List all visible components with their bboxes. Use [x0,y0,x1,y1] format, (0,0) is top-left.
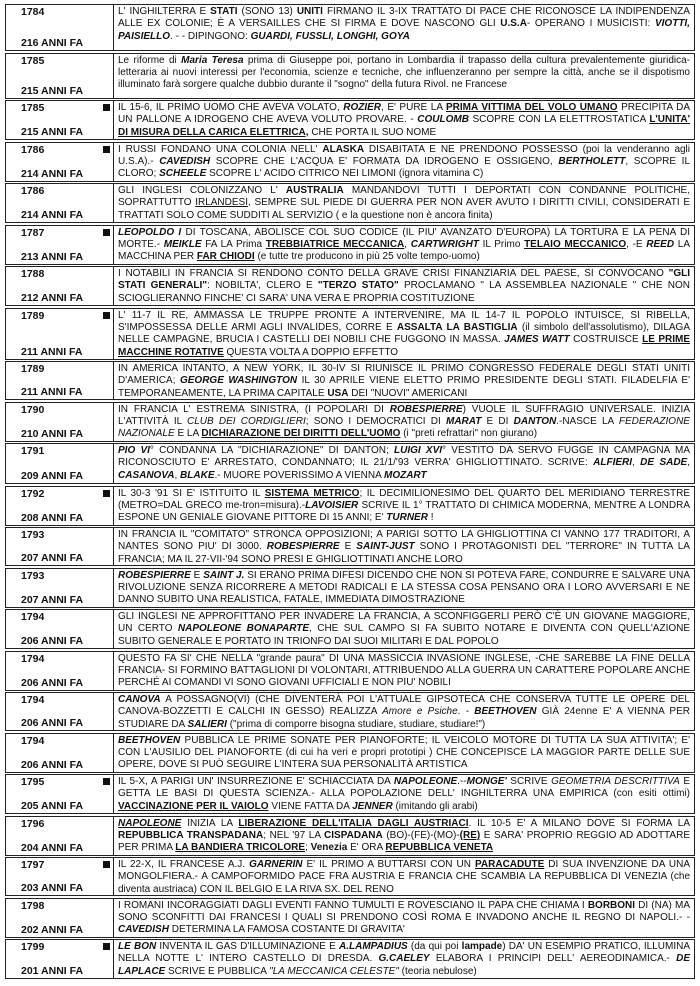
square-bullet-icon [103,312,110,319]
text-segment: , [687,457,691,469]
text-segment: E' IL PRIMO A BUTTARSI CON UN [302,859,475,870]
text-segment: SCRIVE [506,776,552,787]
text-segment: LIBERAZIONE DELL'ITALIA DAGLI AUSTRIACI [238,817,469,829]
event-text [114,362,694,399]
text-segment: IN FRANCIA IL "COMITATO" STRONCA OPPOSIZIONI; A PARIGI SOTTO LA GHIGLIOTTINA CI VANNO 177 TRADITORI, A NANTES SONO PIU' DI 3000. [118,529,690,553]
text-segment: IL 22-X, IL FRANCESE A.J. [118,859,250,870]
date-cell [6,403,114,441]
date-cell [6,652,114,690]
year-label: 1794 [21,611,45,623]
text-segment: ) VUOLE IL SUFFRAGIO UNIVERSALE. INIZIA L'ATTIVITÀ IL [118,403,690,427]
event-text [114,734,694,772]
text-segment: ° VESTITO DA SERVO FUGGE IN CAMPAGNA MA RICONOSCIUTO E' ARRESTATO, CONDANNATO; IL 21/1/'93 VERRA' GHIGLIOTTINATO. SCRIVE: [118,445,690,469]
text-segment: BLAKE [180,469,215,481]
text-segment: ) DA' UN ESEMPIO PRATICO, ILLUMINA NELLA NOTTE L' INTERO CASTELLO DI DRESDA. [118,941,690,965]
date-cell [6,267,114,305]
text-segment: STATI [210,6,238,17]
text-segment: REPUBBLICA TRANSPADANA [118,829,264,841]
text-segment: ALASKA [322,143,365,155]
text-segment: "TERZO STATO" [317,280,399,292]
timeline-row [5,53,695,99]
text-segment: E LA [174,428,202,440]
text-segment: BERTHOLETT [558,155,626,167]
text-segment: REPUBBLICA VENETA [385,842,494,854]
year-label: 1795 [21,776,45,788]
event-text [114,444,694,483]
text-segment: DE SADE [640,457,688,469]
text-segment: ; [305,842,311,854]
event-text [114,101,694,139]
text-segment: LE PRIME MACCHINE ROTATIVE [118,334,690,358]
text-segment: prima di Giuseppe poi, portano in Lombardia il trapasso della cultura prevalentemente giuridica-letteraria ai nuovi interessi per l'economia, scienze e tecniche, che influenzeranno per sempre la città, anche se il dispotismo illuminato farà sorgere qualche dubbio durante il "sogno" della futura Rivol. ne Francese [118,54,691,91]
date-cell [6,858,114,895]
text-segment: . - [457,706,475,718]
text-segment: SONO I PROTAGONISTI DEL "TERRORE" IN TUTTA LA FRANCIA; MA IL 27-VII-'94 SONO PRESI E GHIGLIOTTINATI ANCHE LORO [118,541,690,565]
text-segment: SCOPRE CHE L'ACQUA E' FORMATA DA IDROGENO E OSSIGENO, [210,155,559,167]
date-cell [6,444,114,483]
text-segment: U.S.A [500,18,527,30]
timeline-row [5,183,695,223]
year-label: 1784 [21,6,45,18]
text-segment: CAVEDISH [159,155,211,167]
text-segment: L' 11-7 IL RE, AMMASSA LE TRUPPE PRONTE A INTERVENIRE, MA IL 14-7 IL POPOLO INTUISCE, SI RIBELLA, S'IMPOSSESSA DELLE ARMI AGLI INVALIDES, CORRE E [118,309,690,333]
text-segment: USA [327,387,349,399]
square-bullet-icon [103,146,110,153]
text-segment: SAINT-JUST [356,541,415,553]
text-segment: LAVOISIER [305,499,359,511]
text-segment: ("prima di comporre bisogna studiare, studiare, studiare!") [226,718,486,730]
text-segment: L'UNITA' DI MISURA DELLA CARICA ELETTRICA, [118,114,690,138]
year-label: 1793 [21,529,45,541]
text-segment: SCOPRE L' ACIDO CITRICO NEI LIMONI (ignora vitamina C) [206,168,484,180]
timeline-row [5,774,695,814]
years-ago-label: 212 ANNI FA [21,292,84,304]
timeline-row [5,898,695,938]
text-segment: UNITI [296,6,323,17]
years-ago-label: 215 ANNI FA [21,84,84,97]
text-segment: PUBBLICA LE PRIME SONATE PER PIANOFORTE; IL VEICOLO MOTORE DI TUTTA LA SUA ATTIVITA'; E' CON L'AUSILIO DEL PIANOFORTE (di cui ha veri e propri prototipi ) CHE CONCEPISCE LA MAGGIOR PARTE DELLE SUE OPERE, DOVE SI PUÒ SEGUIRE L'INTERA SUA PERSONALITÀ ARTISTICA [118,734,690,771]
square-bullet-icon [103,861,110,868]
year-label: 1786 [21,185,45,197]
text-segment: QUESTA VOLTA A DOPPIO EFFETTO [223,346,399,358]
square-bullet-icon [103,778,110,785]
text-segment: IRLANDESI [195,197,248,209]
date-cell [6,610,114,648]
years-ago-label: 201 ANNI FA [21,965,84,977]
text-segment: LEOPOLDO I [118,226,182,238]
text-segment: INVENTA IL GAS D'ILLUMINAZIONE E [156,941,340,952]
timeline-row [5,402,695,442]
text-segment: Maria Teresa [181,54,244,66]
text-segment: (imitando gli arabi) [392,800,478,812]
year-label: 1794 [21,652,45,665]
text-segment: MANDANDOVI TUTTI I DEPORTATI CON CONDANNE POLITICHE, SOPRATTUTTO [118,185,691,209]
text-segment: FIRMANO IL 3-IX TRATTATO DI PACE CHE RICONOSCE LA INDIPENDENZA ALLE EX COLONIE; È A VERSAILLES CHE SI FIRMA E DOVE NASCONO GLI [118,6,690,30]
year-label: 1788 [21,268,45,280]
text-segment: BORBONI [587,899,636,911]
timeline-row [5,308,695,360]
text-segment: A POSSAGNO(VI) (CHE DIVENTERÀ POI L'ATTUALE GIPSOTECA CHE CONSERVA TUTTE LE OPERE DEL CANOVA-BOZZETTI E CALCHI IN GESSO) REALIZZA [118,694,690,718]
text-segment: : NOBILTA', CLERO E [207,280,318,292]
text-segment: ; SONO I DEMOCRATICI DI [305,415,446,427]
timeline-row [5,4,695,51]
timeline-row [5,266,695,306]
timeline-row [5,100,695,140]
text-segment: L' INGHILTERRA E [118,6,211,17]
years-ago-label: 211 ANNI FA [21,386,83,398]
text-segment: FEDERAZIONE NAZIONALE [118,415,690,440]
text-segment: LE BON [118,941,157,952]
text-segment: MOZART [383,469,427,481]
event-text [114,693,694,730]
square-bullet-icon [103,229,110,236]
text-segment: , [404,238,411,250]
text-segment: . IL 10-5 E' A MILANO DOVE SI FORMA LA [468,817,690,829]
text-segment: DI (NA) MA SONO SCONFITTI DAI FRANCESI I QUALI SI PRENDONO COSÌ ROMA E INVADONO ANCHE IL REGNO DI NAPOLI.- - [118,899,690,923]
event-text [114,143,694,181]
text-segment: VIOTTI, PAISIELLO [118,18,690,42]
text-segment: IL 30-3 '91 SI E' ISTITUITO IL [118,487,265,499]
square-bullet-icon [103,104,110,111]
date-cell [6,184,114,222]
years-ago-label: 215 ANNI FA [21,126,84,138]
date-cell [6,226,114,264]
text-segment: CISPADANA [324,829,383,841]
date-cell [6,528,114,565]
text-segment: JENNER [352,800,393,812]
text-segment: CAVEDISH [118,924,169,936]
years-ago-label: 210 ANNI FA [21,427,84,440]
text-segment: E [190,569,204,581]
years-ago-label: 206 ANNI FA [21,717,84,729]
text-segment: DANTON [513,415,557,427]
text-segment: (i "preti refrattari" non giurano) [400,428,538,440]
event-text [114,775,694,813]
text-segment: , E' PURE LA [381,102,446,113]
text-segment: (e tutte tre producono in più 25 volte tempo-uomo) [254,251,480,263]
text-segment: MONGE' [466,776,507,787]
text-segment: MARAT [445,415,482,427]
date-cell [6,362,114,399]
years-ago-label: 214 ANNI FA [21,167,84,180]
text-segment: , SCOPRE IL CLORO; [118,155,691,180]
date-cell [6,309,114,359]
year-label: 1789 [21,363,45,375]
date-cell [6,899,114,937]
text-segment: I ROMANI INCORAGGIATI DAGLI EVENTI FANNO TUMULTI E ROVESCIANO IL PAPA CHE CHIAMA I [118,899,588,911]
timeline-row [5,733,695,773]
text-segment: , -E [626,238,647,250]
event-text [114,309,694,359]
square-bullet-icon [103,943,110,950]
year-label: 1792 [21,487,45,500]
text-segment: - OPERANO I MUSICISTI: [526,18,655,30]
text-segment: TREBBIATRICE MECCANICA [265,238,405,250]
text-segment: VACCINAZIONE PER IL VAIOLO [118,800,269,812]
text-segment: (RE) [459,829,481,841]
text-segment: GLI INGLESI NE APPROFITTANO PER INVADERE LA FRANCIA, A SCONFIGGERLI PERÒ C'È UN GIOVANE MAGGIORE, UN CERTO [118,611,690,635]
event-text [114,5,694,50]
text-segment: .- MUORE POVERISSIMO A VIENNA [214,469,384,481]
date-cell [6,143,114,181]
timeline-row [5,225,695,265]
text-segment: E DI [481,415,514,427]
text-segment: BEETHOVEN [118,734,181,746]
text-segment: , SEMPRE SUL PIEDE DI GUERRA PER NON AVER AVUTO I DIRITTI CIVILI, CONSIDERATI E TRATTATI SOLO COME SUDDITI AL SERVIZIO ( e la questione non è ancora finita) [118,197,690,221]
text-segment: DICHIARAZIONE DEI DIRITTI DELL'UOMO [201,428,401,440]
timeline-row [5,443,695,484]
date-cell [6,101,114,139]
years-ago-label: 206 ANNI FA [21,635,84,647]
timeline-row [5,527,695,566]
text-segment: IL 5-X, A PARIGI UN' INSURREZIONE E' SCHIACCIATA DA [118,776,394,787]
year-label: 1787 [21,226,45,239]
years-ago-label: 209 ANNI FA [21,470,84,482]
text-segment: .-NASCE LA [556,415,619,427]
year-label: 1798 [21,899,45,912]
text-segment: E GETTA LE BASI DI QUESTA SCIENZA.- ALLA POPOLAZIONE DELL' INGHILTERRA UNA EMPIRICA (con esiti ottimi) [118,776,690,800]
text-segment: CLUB DEI CORDIGLIERI [186,415,306,427]
year-label: 1793 [21,569,45,582]
text-segment: NAPOLEONE [118,817,182,829]
event-text [114,184,694,222]
event-text [114,940,694,978]
text-segment: SCRIVE E PUBBLICA [165,965,270,977]
year-label: 1785 [21,102,45,114]
text-segment: , [632,457,641,469]
text-segment: LUIGI XVI [394,445,443,456]
text-segment: AUSTRALIA [285,185,344,196]
text-segment: DISABITATA E NE PRENDONO POSSESSO (poi la venderanno agli U.S.A).- [118,143,691,167]
text-segment: "GLI STATI GENERALI" [118,268,690,292]
years-ago-label: 216 ANNI FA [21,37,84,49]
timeline-row [5,609,695,649]
text-segment: FAR CHIODI [196,251,255,263]
text-segment: ROBESPIERRE [266,541,340,553]
text-segment: DETERMINA LA FAMOSA COSTANTE DI GRAVITA' [168,924,405,936]
text-segment: PROCLAMANO " LA ASSEMBLEA NAZIONALE " CHE NON SCIOGLIERANNO FINCHE' CI SARA' UNA VERA E PROPRIA COSTITUZIONE [118,280,691,304]
years-ago-label: 204 ANNI FA [21,841,84,854]
text-segment: (da qui poi [407,941,462,952]
text-segment: (SONO 13) [237,6,297,17]
text-segment: CHE PORTA IL SUO NOME [308,126,437,138]
text-segment: LA MACCHINA PER [118,238,691,263]
year-label: 1786 [21,143,45,156]
years-ago-label: 206 ANNI FA [21,676,84,689]
years-ago-label: 203 ANNI FA [21,882,84,894]
text-segment: JAMES WATT [504,334,570,346]
timeline-row [5,361,695,400]
event-text [114,569,694,607]
timeline-row [5,857,695,896]
date-cell [6,569,114,607]
years-ago-label: 214 ANNI FA [21,209,84,221]
year-label: 1785 [21,54,45,67]
text-segment: GARNERIN [249,859,303,870]
text-segment: ROZIER [343,102,381,113]
timeline-row [5,816,695,856]
year-label: 1797 [21,859,45,871]
text-segment: IL Primo [478,238,525,250]
date-cell [6,775,114,813]
year-label: 1794 [21,734,45,747]
text-segment: ASSALTA LA BASTIGLIA [396,321,518,333]
square-bullet-icon [103,490,110,497]
text-segment: COSTRUISCE [569,334,643,346]
text-segment: DEI "NUOVI" AMERICANI [348,387,468,399]
text-segment: IL 30 APRILE VIENE ELETTO PRIMO PRESIDENTE DEGLI STATI. FILADELFIA E' TEMPORANEAMENTE, LA PRIMA CAPITALE [118,375,691,399]
text-segment: G.CAELEY [378,953,430,965]
text-segment: Amore e Psiche [382,706,458,718]
date-cell [6,734,114,772]
event-text [114,652,694,690]
event-text [114,528,694,565]
years-ago-label: 206 ANNI FA [21,758,84,771]
years-ago-label: 207 ANNI FA [21,593,84,606]
text-segment: PARACADUTE [474,859,545,870]
text-segment: TURNER [386,512,428,524]
text-segment: , [174,469,181,481]
text-segment: "LA MECCANICA CELESTE" [269,965,399,977]
text-segment: (teoria nebulose) [398,965,477,977]
timeline-row [5,142,695,182]
text-segment: FA LA Prima [201,238,266,250]
date-cell [6,940,114,978]
text-segment: I RUSSI FONDANO UNA COLONIA NELL' [118,143,323,155]
timeline-row [5,939,695,979]
text-segment: REED [646,238,675,250]
timeline-row [5,651,695,691]
text-segment: ; IL DECIMILIONESIMO DEL QUARTO DEL MERIDIANO TERRESTRE (METRO=DAL GRECO me-tron=misura).- [118,487,690,511]
year-label: 1789 [21,309,45,322]
text-segment: . - - DIPINGONO: [170,30,251,42]
date-cell [6,54,114,98]
text-segment: SI ERANO PRIMA DIFESI DICENDO CHE NON SI POTEVA FARE, CONDURRE E SALVARE UNA RIVOLUZIONE SENZA RICORRERE A METODI RADICALI E LA STESSA COSA PENSANO ORA I LORO AVVERSARI E NE DANNO SUBITO UNA REALISTICA, FATALE, IMMEDIATA DIMOSTRAZIONE [118,569,690,606]
date-cell [6,693,114,730]
text-segment: I NOTABILI IN FRANCIA SI RENDONO CONTO DELLA GRAVE CRISI FINANZIARIA DEL PAESE, SI CONVOCANO [118,268,669,279]
text-segment: INIZIA LA [181,817,239,829]
text-segment: QUESTO FA SI' CHE NELLA "grande paura" DI UNA MASSICCIA INVASIONE INGLESE, -CHE SAREBBE LA FINE DELLA FRANCIA- SI FORMINO BATTAGLIONI DI VOLONTARI, ATTRIBUENDO ALLA GUERRA UN CARATTERE POPOLARE ANCHE PERCHÉ AI COMANDI VI SONO GIOVANI UFFICIALI E NON PIU' NOBILI [118,652,690,689]
text-segment: SALIERI [187,718,227,730]
event-text [114,899,694,937]
text-segment: GEOMETRIA DESCRITTIVA [551,776,680,787]
text-segment: (il simbolo dell'assolutismo), DILAGA NELLE CAMPAGNE, BRUCIA I CASTELLI DEI NOBILI CHE FUGGONO IN MASSA. [118,321,690,346]
text-segment: CASANOVA [118,469,175,481]
years-ago-label: 211 ANNI FA [21,345,83,358]
text-segment: GLI INGLESI COLONIZZANO L' [118,185,286,196]
text-segment: Le riforme di [118,54,182,66]
timeline-table [5,4,695,979]
text-segment: DE LAPLACE [118,953,690,977]
event-text [114,610,694,648]
text-segment: NAPOLEONE BONAPARTE [177,623,310,635]
date-cell [6,487,114,525]
date-cell [6,817,114,855]
text-segment: NAPOLEONE [393,776,458,787]
year-label: 1790 [21,403,45,416]
date-cell [6,5,114,50]
text-segment: GIÀ 24enne E' A VIENNA PER STUDIARE DA [118,706,690,730]
text-segment: E SARA' PROPRIO REGGIO AD ADOTTARE PER PRIMA [118,829,690,854]
text-segment: E [339,541,357,553]
text-segment: A.LAMPADIUS [339,941,408,952]
year-label: 1796 [21,817,45,830]
text-segment: ELABORA I PRINCIPI DELL' AEREODINAMICA.- [429,953,677,965]
text-segment: ; NEL '97 LA [263,829,325,841]
text-segment: COULOMB [417,114,469,126]
event-text [114,226,694,264]
text-segment: TELAIO MECCANICO [524,238,627,250]
text-segment: BEETHOVEN [474,706,537,718]
text-segment: MEIKLE [163,238,202,250]
text-segment: SCOPRE CON LA ELETTROSTATICA [468,114,650,126]
timeline-row [5,692,695,731]
text-segment: GUARDI, FUSSLI, LONGHI, GOYA [250,30,410,42]
event-text [114,487,694,525]
text-segment: SCHEELE [159,168,207,180]
text-segment: ! [427,512,434,524]
text-segment: ALFIERI [593,457,633,469]
text-segment: DI TOSCANA, ABOLISCE COL SUO CODICE (IL PIU' AVANZATO D'EUROPA) LA TORTURA E LA PENA DI MORTE.- [118,226,691,250]
text-segment: DI SUA INVENZIONE DA UNA MONGOLFIERA.- A CAMPOFORMIDO PACE FRA AUSTRIA E FRANCIA CHE SCAMBIA LA REPUBBLICA DI VENEZIA (che diventa austriaca) CON IL BELGIO E LA RIVA SX. DEL RENO [118,859,690,895]
text-segment: PIO VI [118,445,150,456]
year-label: 1794 [21,694,45,706]
text-segment: ROBESPIERRE [389,403,463,415]
text-segment: VIENE FATTA DA [268,800,353,812]
text-segment: SISTEMA METRICO [264,487,360,499]
text-segment: IN AMERICA INTANTO, A NEW YORK, IL 30-IV SI RIUNISCE IL PRIMO CONGRESSO FEDERALE DEGLI STATI UNITI D'AMERICA; [118,363,690,387]
text-segment: E' ORA [347,842,386,854]
year-label: 1799 [21,941,45,953]
text-segment: PRECIPITA DA UN PALLONE A IDROGENO CHE AVEVA VOLUTO PROVARE. - [118,102,691,126]
text-segment: .-- [457,776,467,787]
years-ago-label: 202 ANNI FA [21,923,84,936]
text-segment: SAINT J. [203,569,245,581]
text-segment: SCRIVE IL 1° TRATTATO DI CHIMICA MODERNA, MENTRE A LONDRA ESPONE UN GENIALE GIOVANE PITTORE DI 15 ANNI; E' [118,499,690,524]
text-segment: PRIMA VITTIMA DEL VOLO UMANO [445,102,618,113]
timeline-row [5,568,695,608]
text-segment: CARTWRIGHT [410,238,479,250]
text-segment: lampade [461,941,503,952]
text-segment: (BO)-(FE)-(MO)- [382,829,460,841]
text-segment: Venezia [310,842,348,854]
event-text [114,267,694,305]
text-segment: LA BANDIERA TRICOLORE [175,842,306,854]
event-text [114,858,694,895]
year-label: 1791 [21,445,45,457]
text-segment: , CHE SUL CAMPO SI FA SUBITO NOTARE E DIVENTA CON QUELL'AZIONE SUBITO GENERALE E PORTATO IN TRIONFO DAI SUOI MILITARI E DAL POPOLO [118,623,691,647]
text-segment: IL 15-6, IL PRIMO UOMO CHE AVEVA VOLATO, [118,102,344,113]
years-ago-label: 207 ANNI FA [21,552,84,564]
timeline-row [5,486,695,526]
years-ago-label: 213 ANNI FA [21,250,84,263]
text-segment: ROBESPIERRE [118,569,191,581]
text-segment: CANOVA [118,694,161,705]
event-text [114,817,694,855]
event-text [114,54,694,98]
event-text [114,403,694,441]
years-ago-label: 208 ANNI FA [21,511,84,524]
text-segment: ° CONDANNA LA "DICHIARAZIONE" DI DANTON; [149,445,394,456]
years-ago-label: 205 ANNI FA [21,800,84,812]
text-segment: GEORGE WASHINGTON [179,375,298,387]
text-segment: IN FRANCIA L' ESTREMA SINISTRA, (I POPOLARI DI [118,403,390,415]
